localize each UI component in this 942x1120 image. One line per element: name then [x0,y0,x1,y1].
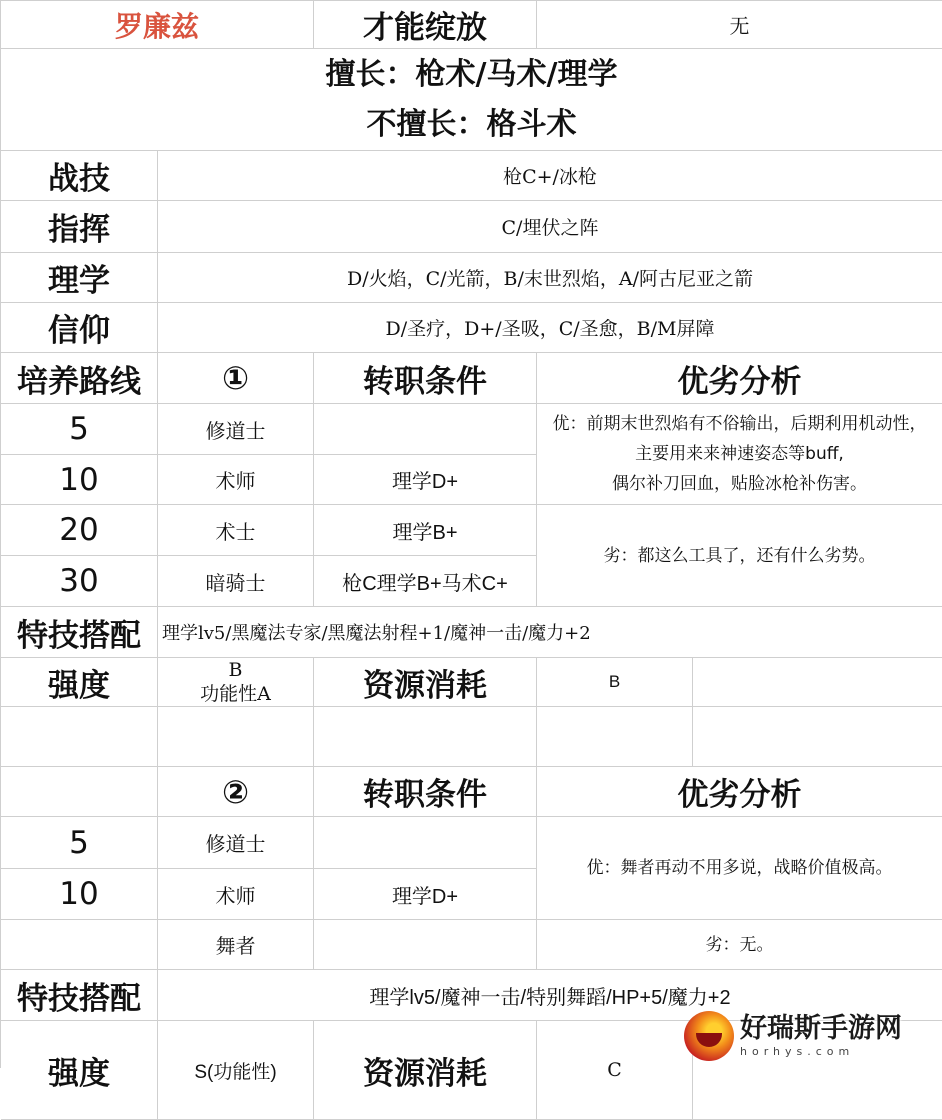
class-cell: 术师 [158,869,314,920]
empty-cell [693,658,942,707]
skill-label: 战技 [1,151,158,201]
empty-cell [158,707,314,767]
class-cell: 修道士 [158,404,314,455]
class-change-header: 转职条件 [314,767,537,817]
route-header-label: 培养路线 [1,353,158,404]
requirement-cell: 理学D+ [314,869,537,920]
class-cell: 舞者 [158,920,314,970]
strength-value: S(功能性) [158,1021,314,1120]
level-cell [1,920,158,970]
requirement-cell [314,817,537,869]
level-cell: 5 [1,404,158,455]
watermark-text [740,1013,902,1059]
skill-value: D/火焰，C/光箭，B/末世烈焰，A/阿古尼亚之箭 [158,253,942,303]
empty-cell [1,707,158,767]
level-cell: 30 [1,556,158,607]
watermark-logo [684,1010,934,1062]
resource-value: B [537,658,693,707]
level-cell: 20 [1,505,158,556]
requirement-cell [314,404,537,455]
talent-label: 才能绽放 [314,1,537,49]
class-cell: 暗骑士 [158,556,314,607]
level-cell: 5 [1,817,158,869]
class-cell: 修道士 [158,817,314,869]
resource-label: 资源消耗 [314,1021,537,1120]
skill-label: 信仰 [1,303,158,353]
pros-line: 偶尔补刀回血，贴脸冰枪补伤害。 [612,474,867,494]
abilities-label: 特技搭配 [1,607,158,658]
skill-value: C/埋伏之阵 [158,201,942,253]
bad-at-text: 不擅长：格斗术 [366,106,577,142]
class-cell: 术士 [158,505,314,556]
resource-label: 资源消耗 [314,658,537,707]
strength-label: 强度 [1,658,158,707]
resource-value: C [537,1021,693,1120]
empty-cell [537,707,693,767]
cons-cell: 劣：都这么工具了，还有什么劣势。 [537,505,942,607]
analysis-header: 优劣分析 [537,353,942,404]
class-cell: 术师 [158,455,314,505]
pros-line: 优：前期末世烈焰有不俗输出，后期利用机动性， [552,414,927,434]
requirement-cell: 理学B+ [314,505,537,556]
abilities-value: 理学lv5/黑魔法专家/黑魔法射程+1/魔神一击/魔力+2 [158,607,942,658]
empty-cell [1,767,158,817]
requirement-cell: 枪C理学B+马术C+ [314,556,537,607]
watermark-cn: 好瑞斯手游网 [740,1013,902,1044]
requirement-cell [314,920,537,970]
strengths-cell [1,49,942,151]
character-name: 罗廉兹 [1,1,314,49]
pros-cell: 优：舞者再动不用多说，战略价值极高。 [537,817,942,920]
skill-label: 指挥 [1,201,158,253]
route-number: ① [158,353,314,404]
pros-line: 主要用来来神速姿态等buff, [635,444,844,464]
strength-value [158,658,314,707]
abilities-value: 理学lv5/魔神一击/特别舞蹈/HP+5/魔力+2 [158,970,942,1021]
analysis-header: 优劣分析 [537,767,942,817]
route-number: ② [158,767,314,817]
empty-cell [314,707,537,767]
strength-function: 功能性A [200,683,271,705]
logo-icon [684,1011,734,1061]
skill-value: D/圣疗，D+/圣吸，C/圣愈，B/M屏障 [158,303,942,353]
requirement-cell: 理学D+ [314,455,537,505]
level-cell: 10 [1,455,158,505]
empty-cell [693,707,942,767]
level-cell: 10 [1,869,158,920]
abilities-label: 特技搭配 [1,970,158,1021]
class-change-header: 转职条件 [314,353,537,404]
good-at-text: 擅长：枪术/马术/理学 [325,56,618,92]
skill-value: 枪C+/冰枪 [158,151,942,201]
skill-label: 理学 [1,253,158,303]
pros-cell [537,404,942,505]
watermark-en: horhys.com [740,1045,855,1058]
talent-value: 无 [537,1,942,49]
cons-cell: 劣：无。 [537,920,942,970]
strength-label: 强度 [1,1021,158,1120]
strength-grade: B [228,659,243,681]
